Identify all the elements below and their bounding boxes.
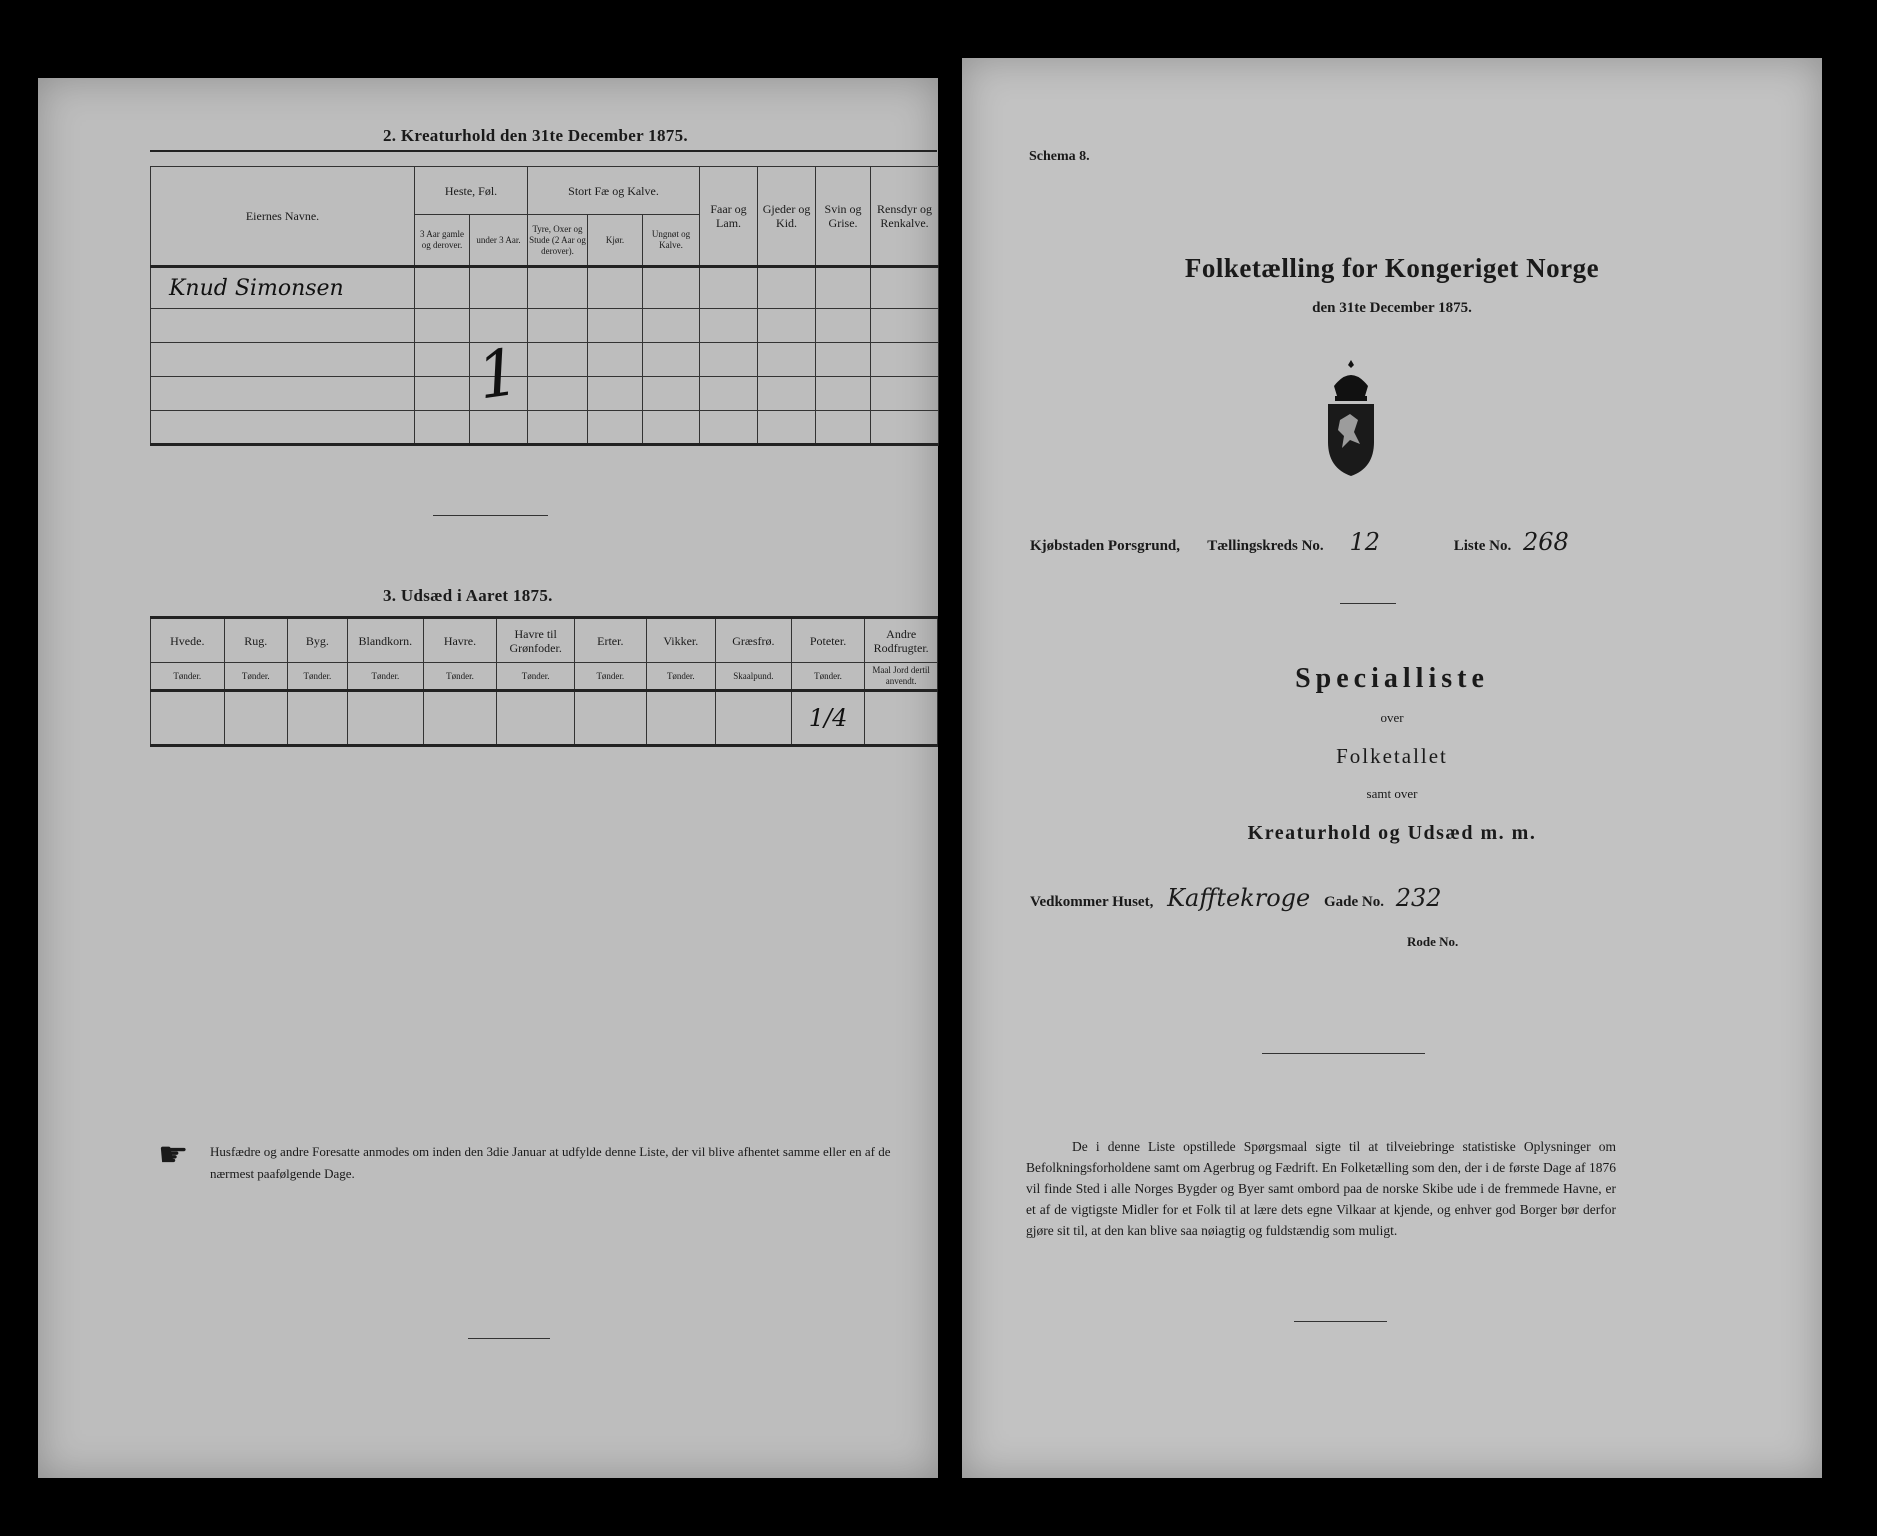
divider-rule xyxy=(433,515,548,516)
kreaturhold-title: 2. Kreaturhold den 31te December 1875. xyxy=(383,126,688,145)
form-title: Folketælling for Kongeriget Norge xyxy=(1184,253,1600,283)
col-graesfro: Græsfrø. xyxy=(716,618,792,663)
udsaed-table xyxy=(150,616,938,747)
unit-poteter: Tønder. xyxy=(791,663,865,691)
liste-value: 268 xyxy=(1522,528,1569,556)
col-hvede: Hvede. xyxy=(151,618,225,663)
table-row xyxy=(151,411,939,445)
header-gjeder: Gjeder og Kid. xyxy=(758,167,816,267)
table-row xyxy=(151,343,939,377)
vedkommer-label: Vedkommer Huset, xyxy=(1030,894,1154,910)
vedkommer-line xyxy=(1030,884,1442,912)
header-rensdyr: Rensdyr og Renkalve. xyxy=(871,167,939,267)
unit-byg: Tønder. xyxy=(287,663,347,691)
owner-name-cell xyxy=(151,267,415,309)
bottom-rule xyxy=(1294,1321,1387,1322)
liste-label: Liste No. xyxy=(1453,538,1512,554)
coat-of-arms-icon xyxy=(1322,358,1380,478)
right-page xyxy=(962,58,1822,1478)
bottom-divider-rule xyxy=(468,1338,550,1339)
left-page xyxy=(38,78,938,1478)
cow-count: 1 xyxy=(473,335,524,415)
header-svin: Svin og Grise. xyxy=(816,167,871,267)
notice-text: Husfædre og andre Foresatte anmodes om inden den 3die Januar at udfylde denne Liste, der vil blive afhentet samme eller en af de nærmest paafølgende Dage. xyxy=(210,1144,891,1181)
kreaturhold-udsaed-line: Kreaturhold og Udsæd m. m. xyxy=(1247,822,1537,844)
col-havre: Havre. xyxy=(423,618,497,663)
table-row xyxy=(151,267,939,309)
unit-hvede: Tønder. xyxy=(151,663,225,691)
col-havre-gronfoder: Havre til Grønfoder. xyxy=(497,618,575,663)
specialliste-title: Specialliste xyxy=(1295,663,1489,694)
header-kjor: Kjør. xyxy=(588,215,643,267)
mid-rule xyxy=(1262,1053,1425,1054)
col-blandkorn: Blandkorn. xyxy=(347,618,423,663)
header-stort-fae: Stort Fæ og Kalve. xyxy=(528,167,700,215)
kreaturhold-table xyxy=(150,166,939,446)
kreds-value: 12 xyxy=(1349,528,1380,556)
gade-value: 232 xyxy=(1395,884,1442,912)
schema-label: Schema 8. xyxy=(1029,149,1090,164)
folketallet-label: Folketallet xyxy=(1336,744,1448,768)
header-heste: Heste, Føl. xyxy=(415,167,528,215)
header-heste-under3: under 3 Aar. xyxy=(470,215,528,267)
owner-name: Knud Simonsen xyxy=(169,275,344,301)
col-byg: Byg. xyxy=(287,618,347,663)
kjobstaden-line xyxy=(1030,528,1569,556)
samt-over-label: samt over xyxy=(1366,786,1418,801)
rode-label: Rode No. xyxy=(1407,934,1459,949)
col-poteter: Poteter. xyxy=(791,618,865,663)
col-vikker: Vikker. xyxy=(646,618,715,663)
kreds-label: Tællingskreds No. xyxy=(1207,538,1324,554)
udsaed-title: 3. Udsæd i Aaret 1875. xyxy=(383,586,553,605)
unit-havre-gronfoder: Tønder. xyxy=(497,663,575,691)
pointing-hand-icon: ☛ xyxy=(158,1135,189,1175)
form-date: den 31te December 1875. xyxy=(1312,300,1472,316)
header-faar: Faar og Lam. xyxy=(700,167,758,267)
poteter-value: 1/4 xyxy=(808,704,848,732)
kreatur-top-rule xyxy=(150,150,937,152)
kjobstaden-label: Kjøbstaden Porsgrund, xyxy=(1030,538,1181,554)
table-row xyxy=(151,377,939,411)
unit-havre: Tønder. xyxy=(423,663,497,691)
table-row xyxy=(151,691,938,746)
col-rug: Rug. xyxy=(224,618,287,663)
street-value: Kafftekroge xyxy=(1167,884,1311,912)
header-heste-3aar: 3 Aar gamle og derover. xyxy=(415,215,470,267)
unit-rug: Tønder. xyxy=(224,663,287,691)
col-erter: Erter. xyxy=(575,618,647,663)
header-eiernes-navne: Eiernes Navne. xyxy=(151,167,415,267)
poteter-value-cell xyxy=(791,691,865,746)
unit-erter: Tønder. xyxy=(575,663,647,691)
unit-vikker: Tønder. xyxy=(646,663,715,691)
short-rule-1 xyxy=(1340,603,1396,604)
unit-andre-rodfrugter: Maal Jord dertil anvendt. xyxy=(865,663,938,691)
col-andre-rodfrugter: Andre Rodfrugter. xyxy=(865,618,938,663)
header-tyre: Tyre, Oxer og Stude (2 Aar og derover). xyxy=(528,215,588,267)
over-label: over xyxy=(1380,710,1404,725)
unit-blandkorn: Tønder. xyxy=(347,663,423,691)
header-ungnot: Ungnøt og Kalve. xyxy=(643,215,700,267)
explanatory-paragraph: De i denne Liste opstillede Spørgsmaal sigte til at tilveiebringe statistiske Oplysninger om Befolkningsforholdene samt om Agerbrug og Fædrift. En Folketælling som den, der i de første Dage af 1876 vil finde Sted i alle Norges Bygder og Byer samt ombord paa de norske Skibe ude i de fremmede Havne, er et af de vigtigste Midler for et Folk til at lære dets egne Vilkaar at kjende, og enhver god Borger bør derfor gjøre sit til, at den kan blive saa nøiagtig og fuldstændig som muligt. xyxy=(1026,1139,1616,1238)
unit-graesfro: Skaalpund. xyxy=(716,663,792,691)
gade-label: Gade No. xyxy=(1323,894,1384,910)
table-row xyxy=(151,309,939,343)
